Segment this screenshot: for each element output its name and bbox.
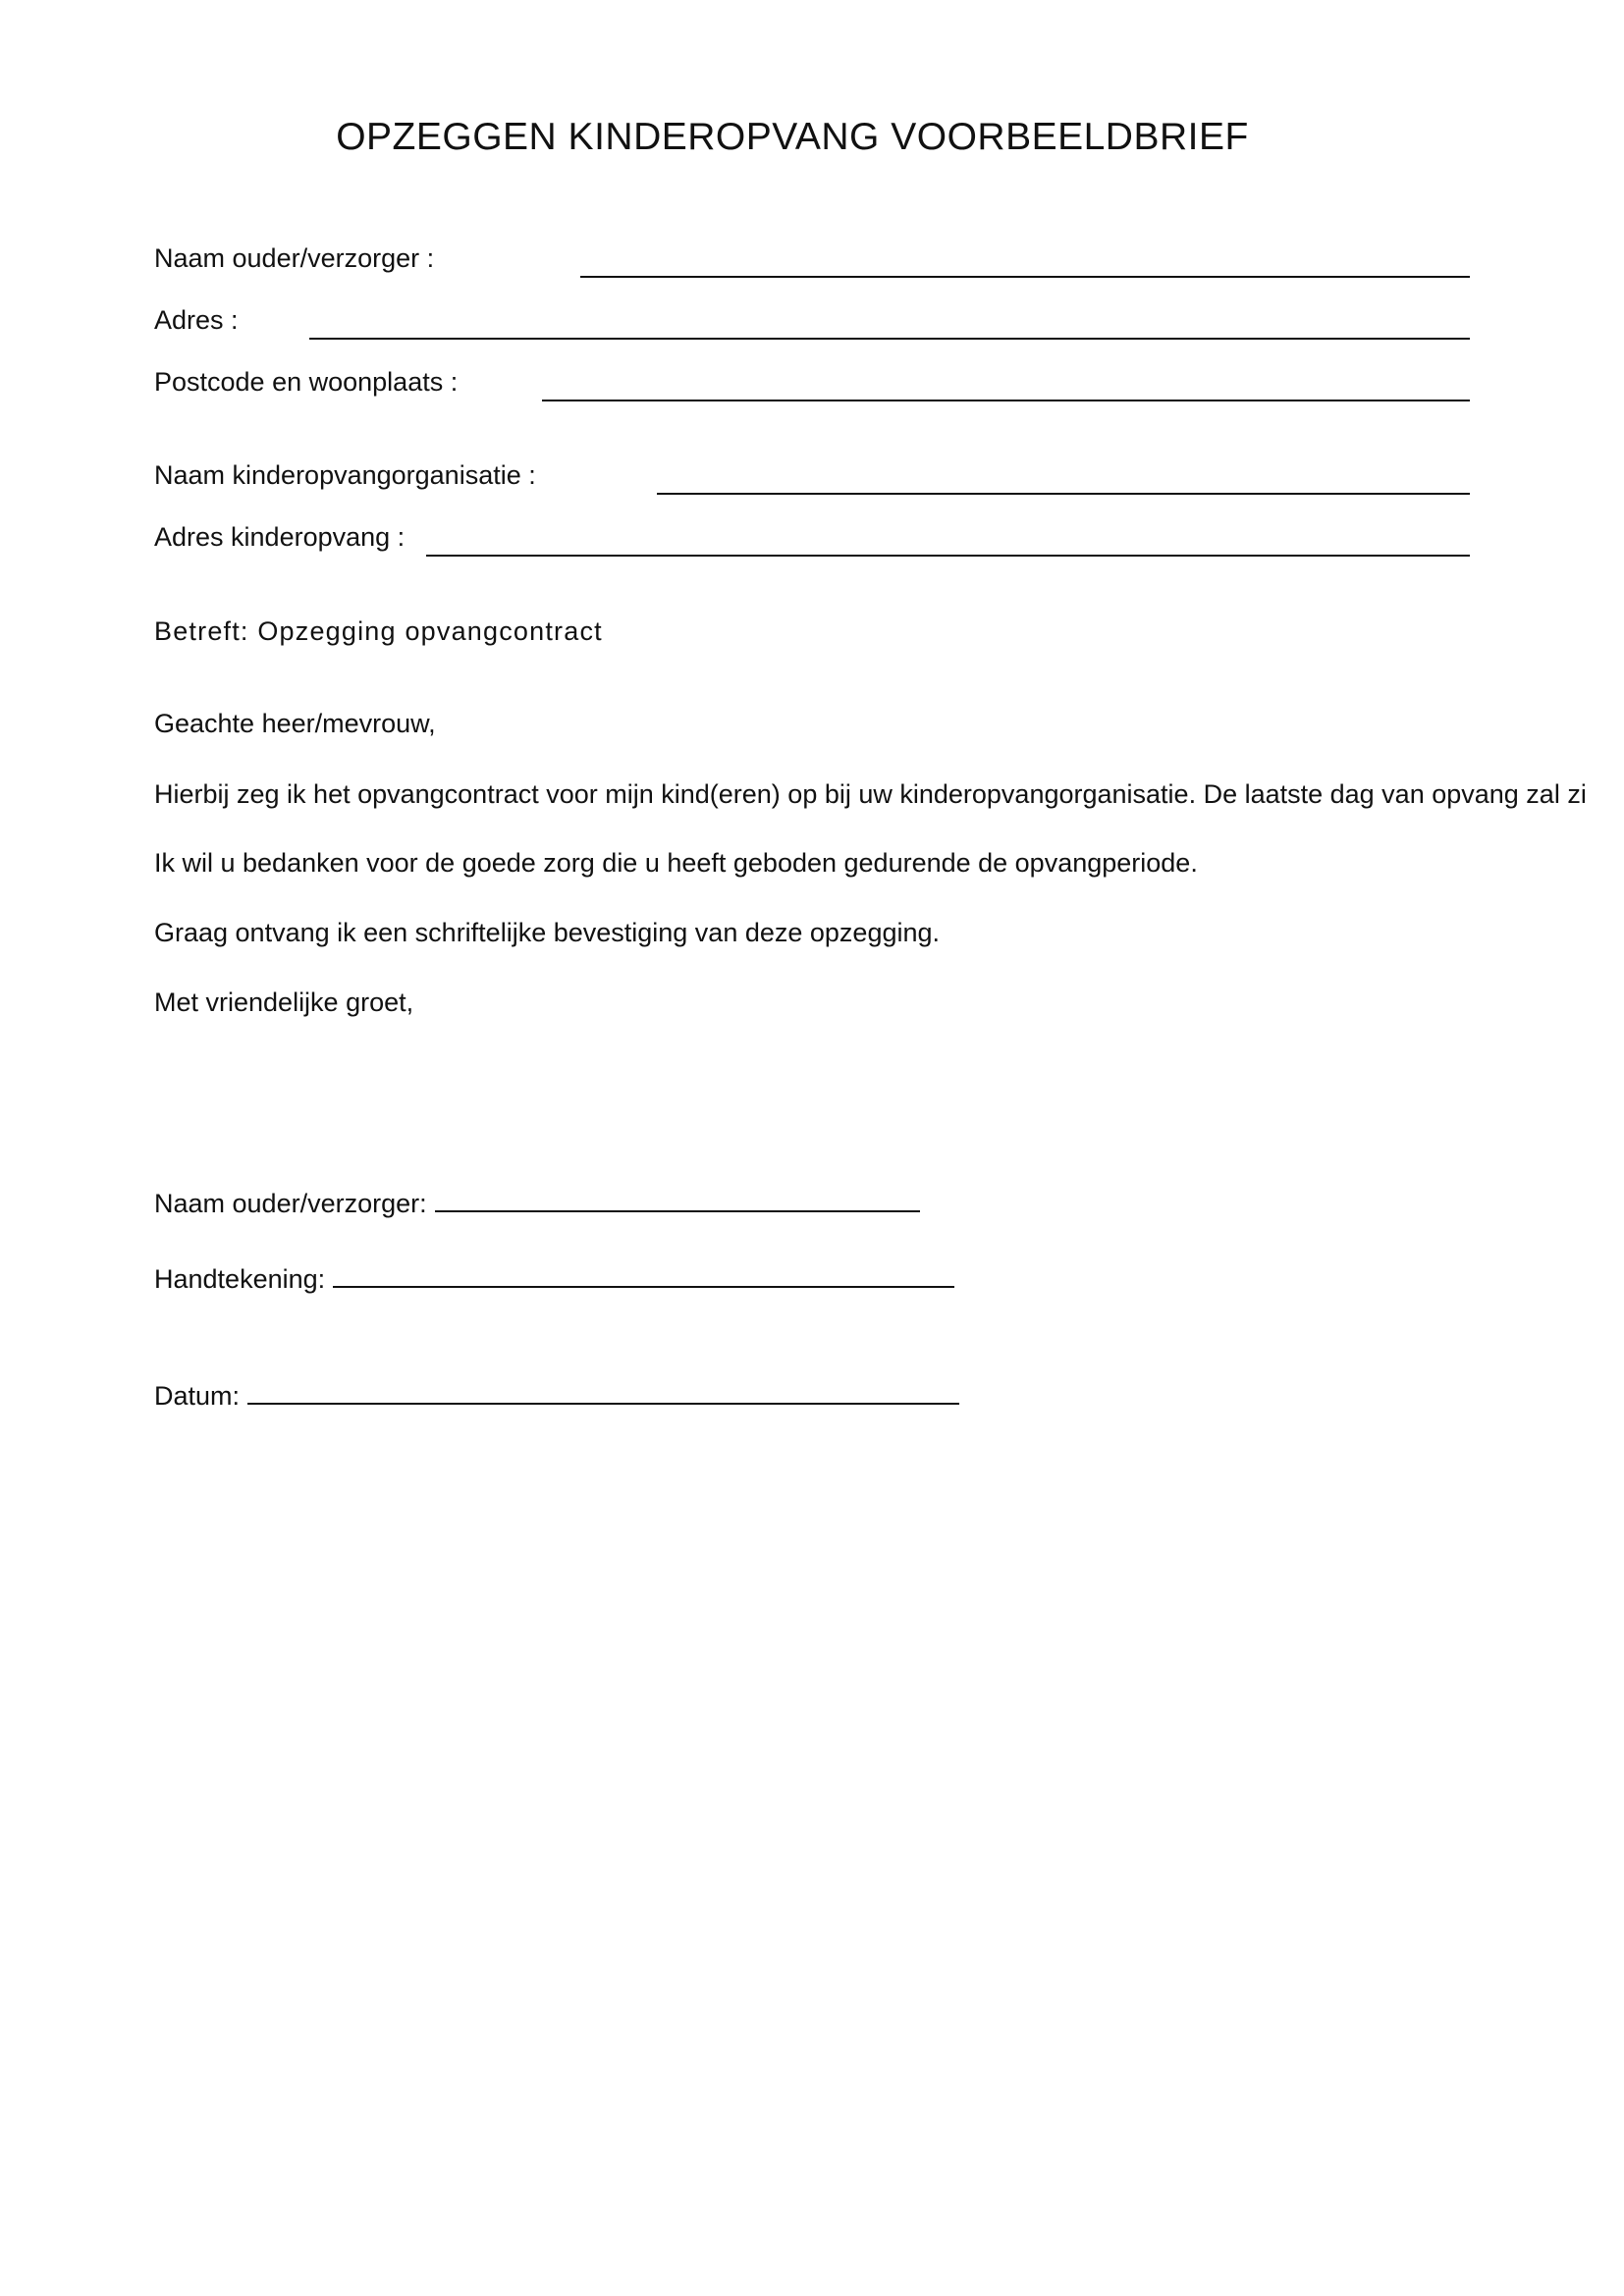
signature-name-label: Naam ouder/verzorger: — [154, 1189, 427, 1218]
greeting: Geachte heer/mevrouw, — [154, 709, 436, 738]
childcare-org-name-label: Naam kinderopvangorganisatie : — [154, 460, 536, 490]
address-label: Adres : — [154, 305, 239, 335]
address-line[interactable] — [309, 338, 1470, 340]
page-title-text: OPZEGGEN KINDEROPVANG VOORBEELDBRIEF — [336, 116, 1249, 158]
date-row — [154, 1381, 959, 1412]
signature-name-blank[interactable] — [435, 1189, 920, 1212]
signature-name-row — [154, 1189, 920, 1219]
body-paragraph-3: Graag ontvang ik een schriftelijke bevestiging van deze opzegging. — [154, 918, 941, 947]
date-label: Datum: — [154, 1381, 241, 1411]
childcare-address-line[interactable] — [426, 555, 1470, 557]
page-title — [0, 116, 1624, 159]
closing: Met vriendelijke groet, — [154, 988, 414, 1017]
date-blank[interactable] — [247, 1381, 959, 1405]
signature-blank[interactable] — [333, 1264, 954, 1288]
signature-row — [154, 1264, 954, 1295]
postcode-city-line[interactable] — [542, 400, 1470, 401]
subject-line: Betreft: Opzegging opvangcontract — [154, 616, 603, 646]
parent-name-line[interactable] — [580, 276, 1470, 278]
childcare-address-label: Adres kinderopvang : — [154, 522, 406, 552]
signature-label: Handtekening: — [154, 1264, 326, 1294]
childcare-org-name-line[interactable] — [657, 493, 1470, 495]
body-paragraph-2: Ik wil u bedanken voor de goede zorg die u heeft geboden gedurende de opvangperiode. — [154, 848, 1198, 878]
postcode-city-label: Postcode en woonplaats : — [154, 367, 459, 397]
parent-name-label: Naam ouder/verzorger : — [154, 243, 435, 273]
body-paragraph-1: Hierbij zeg ik het opvangcontract voor mijn kind(eren) op bij uw kinderopvangorganisatie. De laatste dag van opvang zal zi — [154, 779, 1587, 809]
